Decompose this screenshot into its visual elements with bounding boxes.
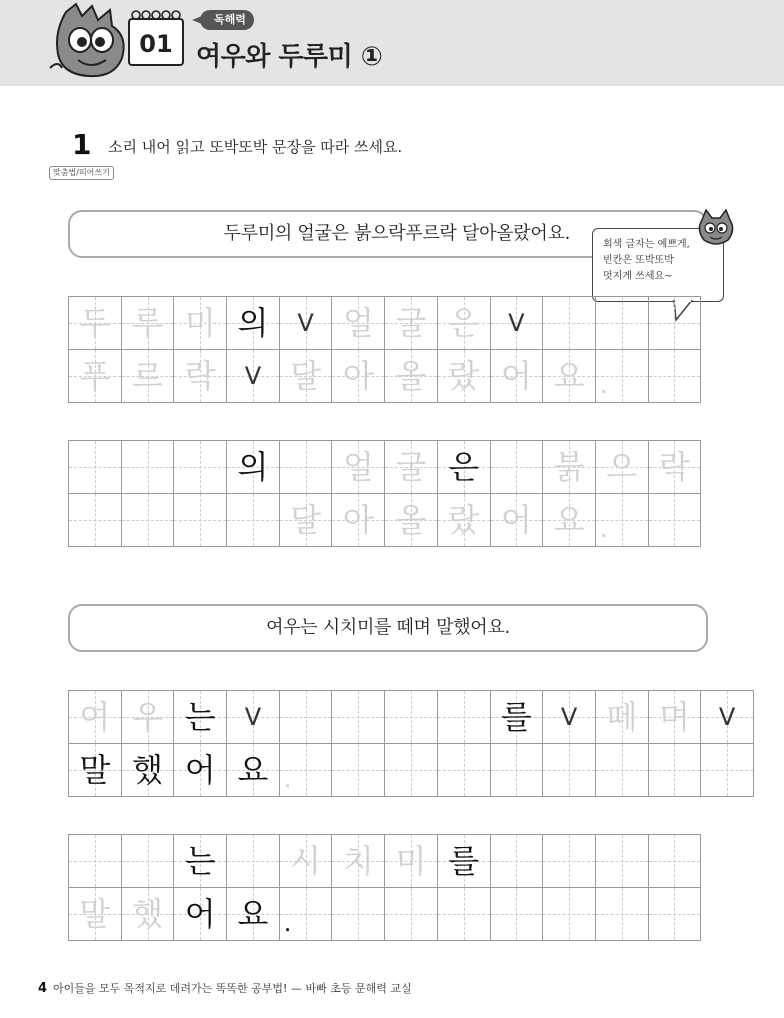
grid-char: 미 (395, 842, 427, 880)
grid-char: . (283, 909, 292, 937)
grid-char: 우 (132, 698, 163, 736)
grid-cell[interactable] (543, 297, 596, 350)
grid-char: 아 (342, 501, 374, 539)
grid-cell[interactable] (490, 350, 543, 403)
grid-cell[interactable] (648, 350, 701, 403)
grid-cell[interactable] (279, 494, 332, 547)
question-number: 1 (72, 128, 92, 161)
grid-cell[interactable] (543, 835, 596, 888)
grid-char: 말 (79, 751, 111, 789)
grid-cell[interactable] (174, 441, 227, 494)
grid-cell[interactable] (227, 691, 280, 744)
grid-cell[interactable] (174, 744, 227, 797)
grid-cell[interactable] (385, 744, 438, 797)
grid-cell[interactable] (332, 350, 385, 403)
category-tag: 독해력 (200, 10, 254, 30)
grid-cell[interactable] (648, 835, 701, 888)
grid-cell[interactable] (595, 494, 648, 547)
grid-cell[interactable] (543, 441, 596, 494)
grid-char: 르 (132, 357, 163, 395)
grid-char: 굴 (395, 304, 427, 342)
grid-cell[interactable] (648, 494, 701, 547)
grid-cell[interactable] (227, 350, 280, 403)
grid-cell[interactable] (490, 691, 543, 744)
grid-cell[interactable] (385, 441, 438, 494)
grid-cell[interactable] (332, 888, 385, 941)
grid-cell[interactable] (595, 441, 648, 494)
grid-char: 올 (395, 501, 427, 539)
sentence-box-2 (68, 604, 708, 652)
grid-cell[interactable] (648, 297, 701, 350)
grid-cell[interactable] (595, 350, 648, 403)
grid-cell[interactable] (595, 691, 648, 744)
grid-char: . (599, 371, 608, 399)
cat-mascot-icon (696, 208, 736, 248)
grid-char: 요 (553, 357, 585, 395)
footer (38, 980, 412, 996)
grid-cell[interactable] (648, 888, 701, 941)
grid-char: 두 (79, 304, 111, 342)
grid-cell[interactable] (121, 441, 174, 494)
spelling-badge: 맞춤법/띄어쓰기 (49, 166, 114, 180)
grid-cell[interactable] (332, 441, 385, 494)
grid-char: V (297, 309, 314, 337)
grid-cell[interactable] (701, 744, 754, 797)
grid-cell[interactable] (279, 297, 332, 350)
footer-text: 아이들을 모두 목적지로 데려가는 똑똑한 공부법! — 바빠 초등 문해력 교실 (53, 982, 412, 995)
grid-char: 랐 (448, 501, 480, 539)
grid-cell[interactable] (332, 691, 385, 744)
grid-char: 달 (290, 501, 322, 539)
page-number: 4 (38, 981, 48, 996)
grid-cell[interactable] (543, 744, 596, 797)
grid-cell[interactable] (595, 835, 648, 888)
grid-cell[interactable] (648, 441, 701, 494)
grid-cell[interactable] (490, 441, 543, 494)
grid-char: 시 (290, 842, 322, 880)
grid-cell[interactable] (648, 744, 701, 797)
grid-cell[interactable] (69, 888, 122, 941)
grid-cell[interactable] (543, 350, 596, 403)
grid-char: V (244, 362, 262, 390)
grid-cell[interactable] (385, 297, 438, 350)
grid-cell[interactable] (332, 835, 385, 888)
grid-char: 달 (290, 357, 322, 395)
tip-line-1: 회색 글자는 예쁘게, (603, 239, 690, 250)
sentence-1-text: 두루미의 얼굴은 붉으락푸르락 달아올랐어요. (223, 223, 570, 244)
grid-cell[interactable] (437, 744, 490, 797)
grid-cell[interactable] (69, 691, 122, 744)
grid-cell[interactable] (490, 494, 543, 547)
grid-cell[interactable] (490, 744, 543, 797)
grid-char: 어 (184, 751, 216, 789)
grid-char: 랐 (448, 357, 480, 395)
grid-char: 굴 (395, 448, 427, 486)
grid-cell[interactable] (437, 691, 490, 744)
grid-char: 는 (184, 698, 216, 736)
grid-cell[interactable] (332, 297, 385, 350)
grid-cell[interactable] (227, 835, 280, 888)
grid-char: 했 (132, 895, 163, 933)
grid-cell[interactable] (595, 888, 648, 941)
grid-cell[interactable] (385, 691, 438, 744)
grid-cell[interactable] (648, 691, 701, 744)
grid-row (69, 297, 701, 350)
grid-cell[interactable] (279, 350, 332, 403)
grid-cell[interactable] (174, 691, 227, 744)
lesson-card (128, 18, 184, 66)
grid-cell[interactable] (595, 744, 648, 797)
grid-char: 푸 (79, 357, 111, 395)
grid-cell[interactable] (69, 441, 122, 494)
grid-cell[interactable] (437, 350, 490, 403)
grid-char: 올 (395, 357, 427, 395)
grid-char: V (718, 703, 736, 731)
grid-cell[interactable] (279, 441, 332, 494)
grid-cell[interactable] (69, 835, 122, 888)
grid-char: 를 (448, 842, 480, 880)
grid-char: 요 (237, 895, 269, 933)
grid-char: 말 (79, 895, 111, 933)
grid-char: V (560, 703, 578, 731)
grid-char: . (599, 515, 608, 543)
grid-cell[interactable] (279, 744, 332, 797)
grid-cell[interactable] (174, 350, 227, 403)
lesson-title: 여우와 두루미 ① (196, 42, 383, 72)
writing-grid-3 (68, 690, 754, 797)
grid-cell[interactable] (543, 888, 596, 941)
grid-cell[interactable] (385, 350, 438, 403)
grid-char: 아 (342, 357, 374, 395)
grid-cell[interactable] (279, 691, 332, 744)
grid-cell[interactable] (385, 888, 438, 941)
grid-row (69, 835, 701, 888)
grid-char: 치 (342, 842, 374, 880)
grid-cell[interactable] (69, 297, 122, 350)
grid-cell[interactable] (69, 744, 122, 797)
grid-cell[interactable] (121, 297, 174, 350)
grid-char: 루 (132, 304, 163, 342)
grid-cell[interactable] (437, 494, 490, 547)
grid-char: 얼 (342, 304, 374, 342)
grid-char: V (244, 703, 262, 731)
grid-cell[interactable] (174, 835, 227, 888)
grid-cell[interactable] (437, 835, 490, 888)
grid-char: 며 (658, 698, 690, 736)
grid-char: 어 (500, 357, 532, 395)
grid-row (69, 350, 701, 403)
tip-line-2: 빈칸은 또박또박 (603, 255, 674, 266)
grid-char: 얼 (342, 448, 374, 486)
grid-char: 를 (500, 698, 532, 736)
grid-char: 으 (606, 448, 638, 486)
grid-cell[interactable] (121, 691, 174, 744)
lesson-number: 01 (139, 30, 173, 58)
grid-cell[interactable] (69, 494, 122, 547)
writing-grid-1 (68, 296, 701, 403)
grid-char: 락 (184, 357, 216, 395)
grid-cell[interactable] (385, 494, 438, 547)
grid-char: 요 (237, 751, 269, 789)
grid-cell[interactable] (332, 744, 385, 797)
grid-cell[interactable] (543, 494, 596, 547)
grid-row (69, 691, 754, 744)
grid-char: 는 (184, 842, 216, 880)
grid-cell[interactable] (227, 888, 280, 941)
grid-char: 의 (237, 448, 269, 486)
grid-cell[interactable] (279, 835, 332, 888)
grid-char: 떼 (606, 698, 638, 736)
mascot-icon (48, 2, 138, 82)
writing-grid-4 (68, 834, 701, 941)
grid-char: 어 (500, 501, 532, 539)
tip-line-3: 멋지게 쓰세요~ (603, 271, 673, 282)
grid-char: 여 (79, 698, 111, 736)
grid-cell[interactable] (69, 350, 122, 403)
grid-cell[interactable] (174, 888, 227, 941)
grid-char: . (283, 765, 292, 793)
grid-cell[interactable] (174, 494, 227, 547)
grid-char: 은 (448, 304, 480, 342)
grid-cell[interactable] (385, 835, 438, 888)
grid-cell[interactable] (121, 350, 174, 403)
grid-cell[interactable] (490, 888, 543, 941)
grid-cell[interactable] (121, 494, 174, 547)
grid-char: 의 (237, 304, 269, 342)
grid-cell[interactable] (332, 494, 385, 547)
grid-char: 은 (448, 448, 480, 486)
grid-row (69, 888, 701, 941)
grid-cell[interactable] (227, 494, 280, 547)
grid-cell[interactable] (701, 691, 754, 744)
grid-cell[interactable] (437, 441, 490, 494)
grid-char: 했 (132, 751, 163, 789)
grid-row (69, 494, 701, 547)
writing-grid-2 (68, 440, 701, 547)
grid-cell[interactable] (595, 297, 648, 350)
grid-cell[interactable] (543, 691, 596, 744)
grid-cell[interactable] (121, 744, 174, 797)
grid-cell[interactable] (227, 744, 280, 797)
grid-cell[interactable] (490, 297, 543, 350)
sentence-2-text: 여우는 시치미를 떼며 말했어요. (266, 617, 510, 638)
grid-cell[interactable] (437, 888, 490, 941)
grid-char: V (508, 309, 525, 337)
grid-row (69, 441, 701, 494)
grid-cell[interactable] (279, 888, 332, 941)
grid-char: 요 (553, 501, 585, 539)
grid-cell[interactable] (227, 441, 280, 494)
question-instruction: 소리 내어 읽고 또박또박 문장을 따라 쓰세요. (108, 138, 403, 156)
grid-cell[interactable] (490, 835, 543, 888)
grid-char: 붉 (553, 448, 585, 486)
grid-char: 락 (658, 448, 690, 486)
grid-cell[interactable] (121, 888, 174, 941)
grid-cell[interactable] (121, 835, 174, 888)
grid-cell[interactable] (227, 297, 280, 350)
grid-cell[interactable] (174, 297, 227, 350)
grid-row (69, 744, 754, 797)
grid-cell[interactable] (437, 297, 490, 350)
grid-char: 어 (184, 895, 216, 933)
grid-char: 미 (184, 304, 216, 342)
